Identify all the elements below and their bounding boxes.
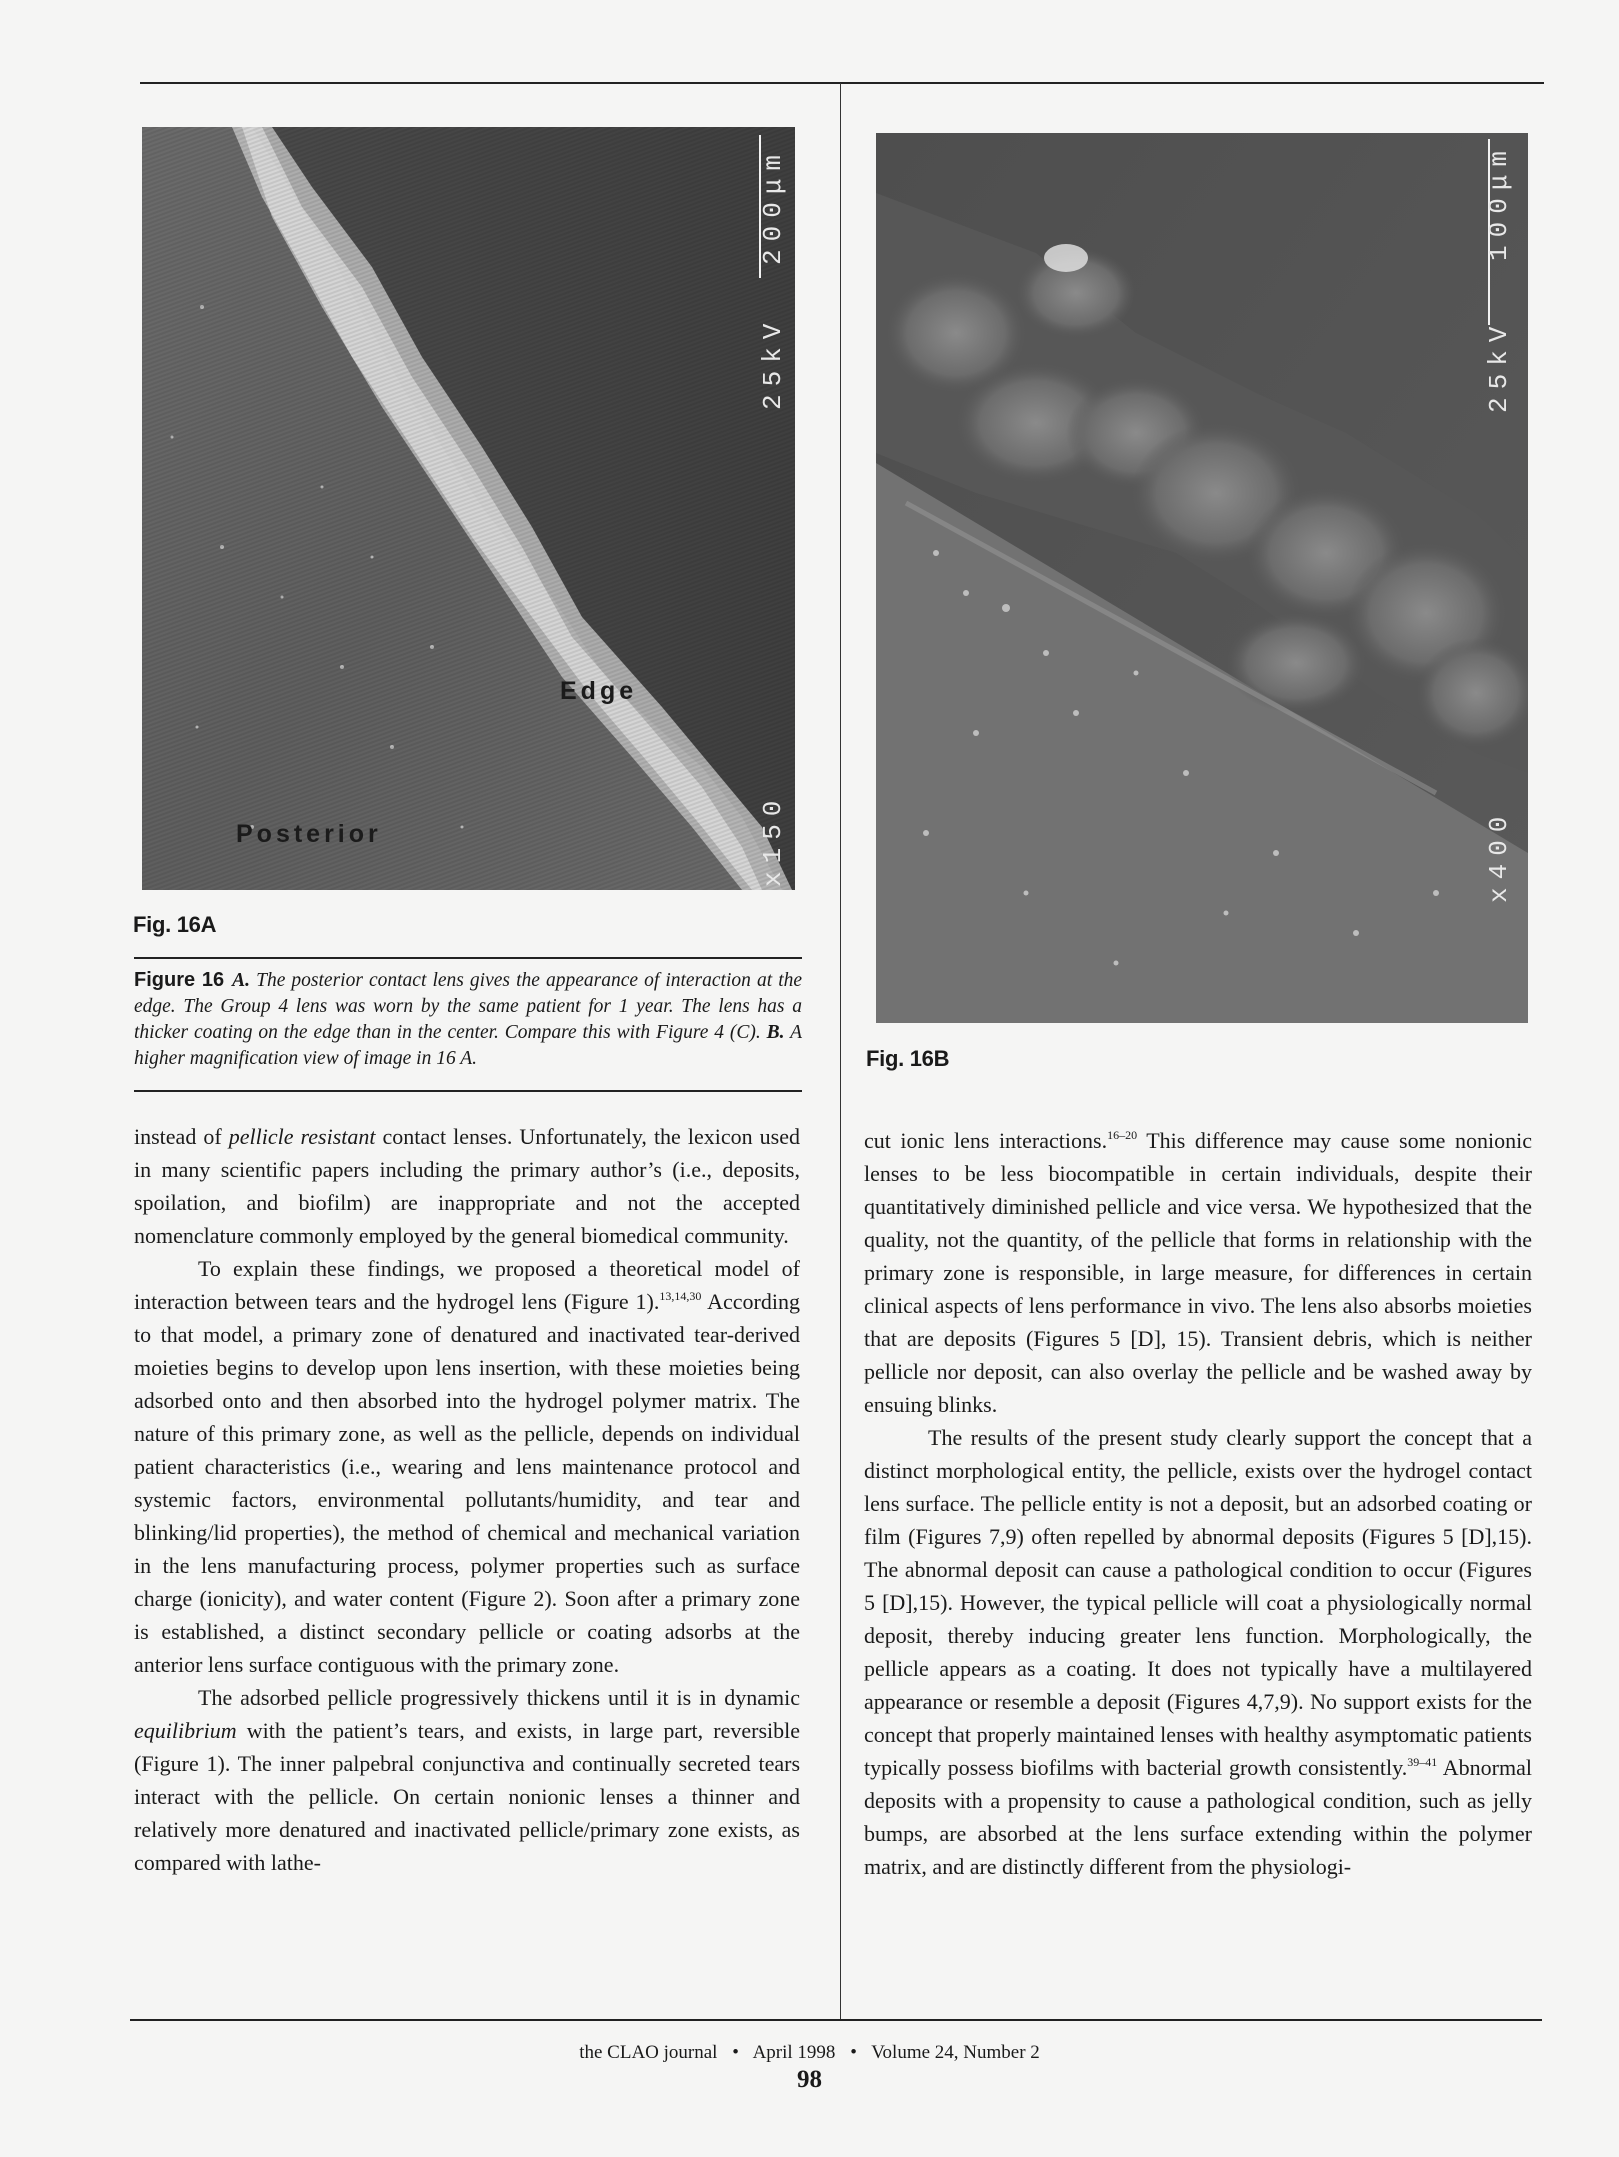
figure-caption [134, 967, 802, 1072]
caption-rule-bottom [134, 1090, 802, 1092]
voltage-label: 25kV [758, 315, 788, 410]
micron-scale-label: 100μm [1484, 142, 1514, 261]
footer-separator: • [732, 2042, 739, 2063]
journal-name: the CLAO journal [579, 2042, 718, 2063]
micrograph-16b-texture [876, 133, 1528, 1023]
bottom-rule [130, 2019, 1542, 2021]
paragraph [134, 1252, 800, 1681]
footer-separator: • [850, 2042, 857, 2063]
edge-annotation: Edge [560, 677, 638, 705]
emphasis: pellicle resistant [228, 1124, 376, 1149]
posterior-annotation: Posterior [236, 820, 382, 848]
text-run: The results of the present study clearly support the concept that a distinct morphological entity, the pellicle, exists over the hydrogel contact lens surface. The pellicle entity is not a deposit, but an adsorbed coating or film (Figures 7,9) often repelled by abnormal deposits (Figures 5 [D],15). The abnormal deposit can cause a pathological condition to occur (Figures 5 [D],15). However, the typical pellicle will coat a physiologically normal deposit, thereby inducing greater lens function. Morphologically, the pellicle appears as a coating. It does not typically have a multilayered appearance or resemble a deposit (Figures 4,7,9). No support exists for the concept that properly maintained lenses with healthy asymptomatic patients typically possess biofilms with bacterial growth consistently. [864, 1425, 1532, 1780]
citation-superscript: 13,14,30 [659, 1289, 702, 1303]
micron-scale-label: 200μm [758, 146, 788, 265]
text-run: with the patient’s tears, and exists, in large part, reversible (Figure 1). The inner palpebral conjunctiva and continually secreted tears interact with the pellicle. On certain nonionic lenses a thinner and relatively more denatured and inactivated pellicle/primary zone exists, as compared with lathe- [134, 1718, 800, 1875]
caption-part-a-marker: A. [232, 970, 251, 991]
text-run: The adsorbed pellicle progressively thickens until it is in dynamic [198, 1685, 800, 1710]
text-run: Abnormal deposits with a propensity to cause a pathological condition, such as jelly bumps, are absorbed at the lens surface extending within the polymer matrix, and are distinctly different from the physiologi- [864, 1755, 1532, 1879]
magnification-label: x400 [1484, 808, 1514, 903]
voltage-label: 25kV [1484, 318, 1514, 413]
caption-rule-top [134, 957, 802, 959]
column-divider [840, 83, 841, 2020]
magnification-label: x150 [758, 792, 788, 887]
issue-date: April 1998 [752, 2042, 836, 2063]
figure-label-16b: Fig. 16B [866, 1046, 950, 1071]
top-rule [140, 82, 1544, 84]
emphasis: equilibrium [134, 1718, 237, 1743]
citation-superscript: 16–20 [1107, 1128, 1138, 1142]
caption-part-a-text: The posterior contact lens gives the appearance of interaction at the edge. The Group 4 lens was worn by the same patient for 1 year. The lens has a thicker coating on the edge than in the center. Compare this with Figure 4 (C). [134, 970, 803, 1043]
paragraph [134, 1120, 800, 1252]
page-number: 98 [797, 2066, 822, 2093]
caption-part-b-text: A higher magnification view of image in 16 A. [134, 1022, 803, 1069]
text-run: According to that model, a primary zone of denatured and inactivated tear-derived moieties begins to develop upon lens insertion, with these moieties being adsorbed onto and then absorbed into the hydrogel polymer matrix. The nature of this primary zone, as well as the pellicle, depends on individual patient characteristics (i.e., wearing and lens maintenance protocol and systemic factors, environmental pollutants/humidity, and tear and blinking/lid properties), the method of chemical and mechanical variation in the lens manufacturing process, polymer properties such as surface charge (ionicity), and water content (Figure 2). Soon after a primary zone is established, a distinct secondary pellicle or coating adsorbs at the anterior lens surface contiguous with the primary zone. [134, 1289, 800, 1677]
paragraph [864, 1421, 1532, 1883]
caption-part-b-marker: B. [766, 1022, 785, 1043]
micrograph-16a [142, 127, 795, 890]
text-run: To explain these findings, we proposed a theoretical model of interaction between tears and the hydrogel lens (Figure 1). [134, 1256, 800, 1314]
micrograph-16a-texture [142, 127, 795, 890]
body-column-right [864, 1124, 1532, 1883]
running-footer [0, 2042, 1619, 2064]
body-column-left [134, 1120, 800, 1879]
text-run: cut ionic lens interactions. [864, 1128, 1108, 1153]
paragraph [864, 1124, 1532, 1421]
text-run: instead of [134, 1124, 229, 1149]
citation-superscript: 39–41 [1407, 1755, 1438, 1769]
caption-heading: Figure 16 [134, 969, 225, 991]
figure-label-16a: Fig. 16A [133, 912, 217, 937]
paragraph [134, 1681, 800, 1879]
text-run: This difference may cause some nonionic lenses to be less biocompatible in certain individuals, despite their quantitatively diminished pellicle and vice versa. We hypothesized that the quality, not the quantity, of the pellicle that forms in relationship with the primary zone is responsible, in large measure, for differences in certain clinical aspects of lens performance in vivo. The lens also absorbs moieties that are deposits (Figures 5 [D], 15). Transient debris, which is neither pellicle nor deposit, can also overlay the pellicle and be washed away by ensuing blinks. [864, 1128, 1532, 1417]
text-run: contact lenses. Unfortunately, the lexicon used in many scientific papers including the primary author’s (i.e., deposits, spoilation, and biofilm) are inappropriate and not the accepted nomenclature commonly employed by the general biomedical community. [134, 1124, 800, 1248]
micrograph-16b [876, 133, 1528, 1023]
volume-number: Volume 24, Number 2 [871, 2042, 1040, 2063]
